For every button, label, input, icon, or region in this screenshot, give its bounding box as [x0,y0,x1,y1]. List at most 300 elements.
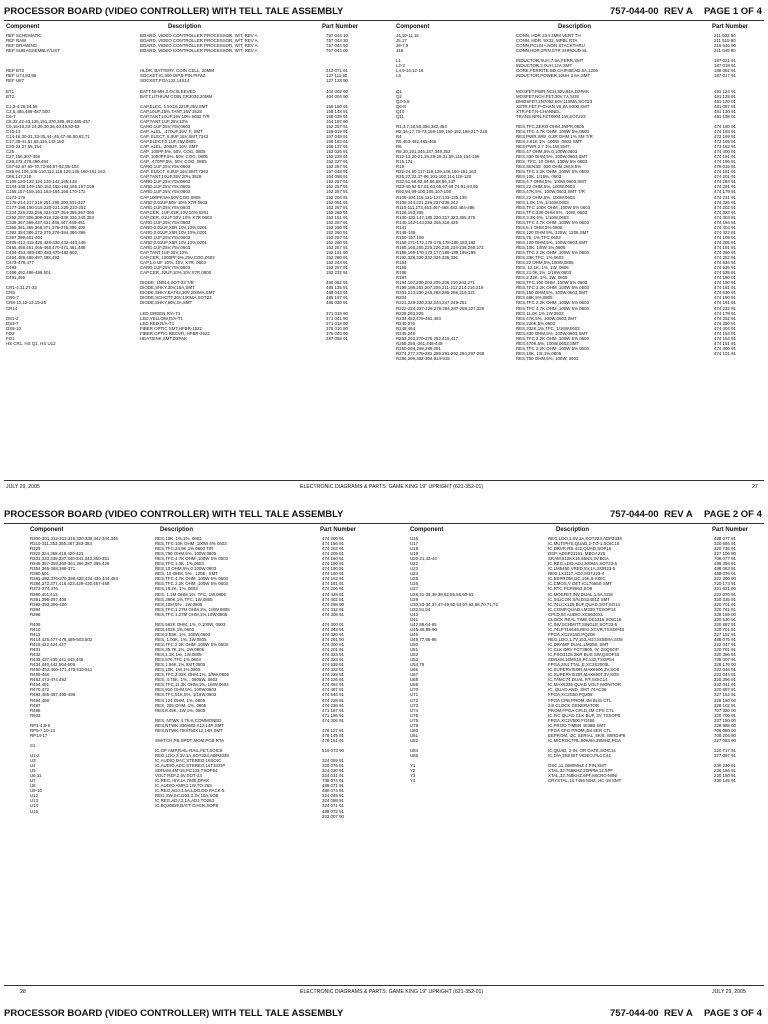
table-cell: 320 396 91 [714,677,736,683]
table-cell: 320 701 91 [714,601,736,607]
table-cell: 485 157 91 [326,295,348,301]
table-cell: U78 [410,722,419,728]
table-cell: REF SCHEMATIC [6,33,42,38]
table-cell: R464,491 [30,682,50,688]
table-cell: REF U74,83,86 [6,73,37,79]
table-cell: U6,11 [30,773,42,779]
table-cell: 474 201 91 [322,647,344,653]
table-cell: 320 076 91 [322,763,344,769]
table-cell: 474 253 91 [322,546,344,552]
table-cell: R331,333,335,337,340-341,343,350-351 [30,556,110,562]
table-cell: C2,5,485,486-487,500 [6,108,50,114]
table-cell: R168,169-170,173,177,186-189,195-199 [396,250,476,256]
table-cell: FPGA,3S4 TTAL,E,XC3S2000L [548,662,610,668]
table-cell: U30,33-34,37,47-49,52,53,57,63,68,70,71,72 [410,601,498,607]
table-cell: U42,88,64-65 [410,621,437,627]
table-cell: 404 004 90 [326,93,348,99]
table-cell: RES,TFC,100 OHM ,100W 5% 0603 [516,280,588,286]
table-cell: 211 515 90 [714,38,736,44]
table-cell: S1 [30,742,36,748]
table-cell: U28,31-36,38,39,52,55,56,60-61 [410,591,474,597]
table-cell: L4,9-10,12-16 [396,68,424,74]
table-cell: IC,MOSFET,INV,DUAL,1.5A,SO8 [548,591,613,597]
table-cell: 152 257 91 [326,204,348,210]
table-cell: SOCKET,PGA132,14X14 [140,78,190,84]
table-cell: 474 190 91 [714,275,736,281]
table-cell: C358,361,365,368,371,376-378,396,400 [6,224,86,230]
table-cell: 152 151 91 [326,214,348,220]
table-cell: 474 404 91 [714,224,736,230]
table-cell: RES,TFC 4.7K OHM ,100W 5% 0603 [516,305,589,311]
table-cell: 474 190 91 [714,295,736,301]
table-cell: R459-460 [30,672,50,678]
table-cell: CARD,1UF,25V,Y5V,0603 [140,244,191,250]
table-cell: IC,MUTIPHS,QUAD,2-TO-1,SOIC16 [548,541,620,547]
table-cell: 738 007 91 [714,657,736,663]
table-cell: 479 015 91 [714,164,736,170]
table-cell: R274,277,279-281,289,291-292,294,297-298 [396,350,485,356]
table-cell: 474 484 91 [322,682,344,688]
table-cell: Q6-8 [396,103,406,109]
table-cell: 481 124 91 [714,88,736,94]
table-cell: 324 098 91 [322,798,344,804]
page-header [4,6,764,20]
table-cell: U24 [410,571,419,577]
table-cell: U5 [30,768,36,774]
table-cell: U3 [30,758,36,764]
table-cell: 474 422 91 [714,229,736,235]
table-cell: RES,150 OHM,5%, 100W,0603,SMT [516,290,588,296]
table-cell: C155,157-159,161,163-164,168,170-172 [6,189,86,195]
table-cell: R32,51,58,62,64,66,68,96,137 [396,179,456,185]
table-cell: IC,74LCX125,BUF,QUAD,SOT,SO14 [548,601,620,607]
table-cell: 324 071 91 [322,803,344,809]
table-cell: RES,TFC 2.2K OHM ,100W 5% 0603 [155,581,228,587]
column-header-component: Component [30,527,64,533]
table-cell: 474 300 91 [322,641,344,647]
table-cell: CAP,10UF,25%,TANT,16V 3528 [140,108,202,114]
table-cell: REF BT2 [6,68,25,74]
table-cell: C339,367,369,437,431,446,447,449-451 [6,219,86,225]
table-cell: 474 156 91 [322,541,344,547]
table-cell: Q3-5,9 [396,98,410,104]
table-cell: RES,100 OHM,5%, 100W,0603,SMT [516,239,588,245]
table-cell: U15 [30,808,39,814]
table-cell: 471 187 91 [322,707,344,713]
table-cell: CR8-10,12-13,15-26 [6,300,47,306]
table-cell: RES,TFC,51K,5%, 1/16W,0603 [155,692,217,698]
table-cell: 152 280 91 [326,255,348,261]
table-cell: CONN,PC104+,NON STACKTHRU [516,43,585,49]
table-cell: RES,18.2K, 1%, 0603 [155,586,198,592]
table-cell: 152 257 91 [326,234,348,240]
table-cell: 152 244 91 [326,260,348,266]
table-cell: RES,124 OHM, 1%, 0805 [155,697,206,703]
table-cell: Y2 [410,768,416,774]
table-cell: IC,INV,SCHMITT,SINGLE,SOT23-5 [548,621,618,627]
table-cell: IC,REG,ADJ,3.1A,ADJ,TO263 [155,798,214,804]
table-cell: 474 101 91 [714,350,736,356]
table-cell: CR5 [6,290,15,296]
table-cell: 474 539 91 [322,662,344,668]
table-cell: RES,120 OHM 5%, 125W, 1206,SMT [516,229,589,235]
footer-page-number: 28 [20,989,26,995]
table-cell: R158,171-172,175-176,178-180,183,192 [396,239,476,245]
table-cell: OSC,11.2880MHZ 4 PIN,SMT [548,763,607,769]
page-title: PROCESSOR BOARD (VIDEO CONTROLLER) WITH TELL TALE ASSEMBLY [4,509,344,520]
table-cell: 187 021 91 [714,58,736,64]
right-component-column [410,536,550,783]
table-cell: CAP, ELECT, 6.8UF,16V,SMT,7343 [140,169,209,175]
table-cell: 230 230 91 [714,763,736,769]
table-cell: FPGA,XC2S150,PQ208 [548,631,595,637]
table-cell: C6-7 [6,113,16,119]
table-cell: RES,NTWK 330/680 X12,14R,SMT [155,722,225,728]
table-cell: RES, 205 OHM, 1%, 0805 [155,702,207,708]
column-header-part-number: Part Number [320,527,357,533]
table-cell: 488 063 91 [714,566,736,572]
table-cell: 371 041 90 [326,315,348,321]
right-part-number-column [714,536,764,783]
table-cell: 516 073 90 [322,747,344,753]
table-cell: R484,488 [30,697,50,703]
table-cell: U19 [410,551,419,557]
table-cell: SDRAM,16MX16,PC133,TSOP54 [548,657,615,663]
table-cell: R25,27,32,37-96,101-102,114,119-120 [396,174,472,180]
table-cell: 474 350 91 [714,320,736,326]
table-cell: 404 002 90 [326,88,348,94]
table-cell: 24I CLOCK GENERATOR [548,702,600,708]
table-cell: IC,MAX6335 QUAD VOLT MONITOR [548,682,621,688]
table-cell: 320 694 91 [714,541,736,547]
table-cell: 187 017 91 [714,73,736,79]
table-cell: 127 111 90 [326,73,348,79]
page-number: PAGE 1 OF 4 [704,6,762,17]
table-cell: IC,BQ2002F,BATT CHGR,SOP8 [155,803,219,809]
table-cell: 474 160 91 [714,123,736,129]
table-cell: R5,463-462,465-466 [396,138,437,144]
table-cell: 371 018 90 [326,320,348,326]
table-cell: RES, 4.75K, 1%, , 0805W, 0603 [155,677,218,683]
table-cell: HEATSINK,SMT,D2PAK [140,335,187,341]
table-cell: J6-7,9 [396,43,409,49]
table-cell: 474 312 91 [322,606,344,612]
table-cell: CAP,CER,.22UF,10%,10V,X7R,0805 [140,270,212,276]
table-cell: R106,144,221,226,237-236,242 [396,199,459,205]
table-cell: R150-157,159 [396,234,424,240]
table-cell: 230 156 91 [714,768,736,774]
table-cell: CAP,CER,.1UF,X5R,10V,10%,0201 [140,209,209,215]
table-cell: 320 735 91 [714,546,736,552]
table-cell: R128,153,305 [396,209,424,215]
left-part-number-column [322,536,372,819]
table-cell: RES,TFC,3.32K OHM,1%, 1/8W,0805 [155,672,229,678]
table-cell: 474 236 91 [322,702,344,708]
table-cell: 474 300 91 [322,621,344,627]
table-cell: U73 [410,702,419,708]
table-cell: 474 196 91 [714,159,736,165]
table-cell: C488,492,498-499,501 [6,270,51,276]
table-cell: CARD,1UF,25V,Y5V,0603 [140,204,191,210]
table-cell: R130-132,147,185,230,317,323,365,375 [396,214,476,220]
revision: REV A [664,509,693,520]
table-cell: R398 [30,611,41,617]
table-cell: RES,PWR,WW ,0.3R OHM 1% SM T/R [516,133,593,139]
table-cell: 371 019 90 [326,310,348,316]
table-cell: 213 071 91 [326,68,348,74]
table-cell: C405-412,415,425,428-430,432-440,448 [6,239,86,245]
header-rule [4,523,764,524]
table-cell: R228,293,325 [396,310,424,316]
table-cell: RES,4.7 OHM,5%, 100W,0603,SMT [516,179,587,185]
table-cell: CAP,1.0 UF 10%, 10V, X7R, 0603 [140,260,206,266]
table-cell: R373-374,376 [30,586,58,592]
table-cell: R258,259,-261,448-449 [396,340,443,346]
table-cell: CARD,0.01UF,50V 10% X7R 0603 [140,199,208,205]
table-cell: 152 257 91 [326,184,348,190]
table-cell: C483 [6,265,17,271]
table-cell: RES,TFC,1.27M OHM,1%, 1/8W,0805 [155,606,230,612]
table-cell: IC,PSO3125,2KR BUS SW,QSOP16 [548,652,620,658]
table-cell: RES,47 OHM,5%,0.100W,0603 [516,149,578,155]
table-cell: CAP, 1000PF,5%, 50V, COG, 0805 [140,154,208,160]
table-cell: 474 428 91 [322,591,344,597]
table-cell: 474 231 91 [714,194,736,200]
table-cell: 474 323 91 [322,652,344,658]
table-cell: RES,390K,1%,TFC, 1W,0805 [155,596,213,602]
table-cell: IC,AUDIO,ADC,STEREO,16TSSOP [155,763,226,769]
table-cell: C9,15-19,23-24,29,30,36,40,49,52-53 [6,123,80,129]
table-cell: R503 [30,712,41,718]
table-cell: C10-13 [6,128,21,134]
table-cell: DMOSFET,2N7002,60V,115MA,SOT23 [516,98,593,104]
table-cell: 327 106 90 [714,551,736,557]
table-cell: C25 [6,149,15,155]
table-cell: 474 190 91 [322,566,344,572]
table-cell: R325 [30,546,41,552]
table-cell: 327 152 91 [714,692,736,698]
table-cell: R187 [396,275,407,281]
table-cell: 322 300 90 [714,576,736,582]
table-cell: 127 128 90 [326,78,348,84]
table-cell: 488 076 91 [714,571,736,577]
table-cell: 481 138 91 [714,113,736,119]
table-cell: U8 [30,783,36,789]
table-cell: 474 154 91 [714,335,736,341]
table-cell: CAP, ALEL, 200UF, 16V, SMT [140,144,199,150]
table-cell: R253,263,270-276,282,415,417 [396,335,459,341]
table-cell: R433,437,439,441,443,445 [30,657,84,663]
table-cell: 156 019 91 [326,128,348,134]
table-cell: 474 193 91 [714,128,736,134]
table-cell: SDRAM,4M*16,PC133,TSOP54 [155,768,218,774]
table-cell: BT1 [6,88,15,94]
table-cell: 322 007 90 [322,813,344,819]
table-cell: REG,LX1117,ADJ,SOT223-4 [548,571,605,577]
table-cell: 474 308 91 [322,611,344,617]
table-cell: RES,TFC 2.2K OHM ,100W 5% 0603 [516,300,589,306]
table-cell: 480 074 91 [322,788,344,794]
table-cell: IC,DRAMP DUAL,LM358, SMT [548,641,609,647]
table-cell: RES,22 OHM,5%, 100W,0603 [516,184,575,190]
table-cell: RES,10K, 1W,1%,0805 [155,667,201,673]
left-description-column [155,536,315,809]
assembly-part-number: 757-044-00 [610,509,659,520]
table-cell: 474 151 91 [714,340,736,346]
table-cell: EEPROM, I2C SERIAL ,8K/8, WIRDIP8 [548,732,626,738]
assembly-part-number: 757-044-00 [610,6,659,17]
table-cell: SWITCH,PB,SPDT MOM,PCB RTA [155,737,225,743]
table-cell: 320 335 91 [714,596,736,602]
table-cell: 320 701 91 [714,647,736,653]
table-cell: 474 109 91 [714,234,736,240]
table-cell: 473 169 91 [714,133,736,139]
table-cell: 474 348 91 [322,626,344,632]
table-cell: R410 [30,626,41,632]
table-cell: XSTR,FET,P-CHAN,V6,8A,9300,SMT [516,103,590,109]
table-cell: RES,TFC 2.2K OHM ,100W 5% 0603 [516,345,589,351]
table-cell: IC,D/A,3S8 BIT VIDEO,PLCC44 [548,753,611,759]
table-cell: U32,51,54 [410,606,431,612]
table-cell: CARD,1UF,25V,Y5V,0603 [140,179,191,185]
table-cell: 474 190 91 [714,280,736,286]
table-cell: 152 257 91 [326,265,348,271]
table-cell: 485 030 91 [326,300,348,306]
table-cell: Y3 [410,773,416,779]
table-cell: 485 135 91 [326,285,348,291]
table-cell: RES, 12.1K, 1%, 1W, 0805 [516,265,569,271]
table-cell: CAP,CER,.1000PF,5%,25V,COG,0603 [140,255,215,261]
table-cell: 328 159 00 [714,611,736,617]
table-cell: RES, 1.00K, 1%, 1W,0805 [155,636,207,642]
table-cell: RES,68K,5%,0805 [516,295,553,301]
table-cell: 474 178 91 [714,310,736,316]
table-cell: U16 [410,536,419,541]
column-header-description: Description [556,527,590,533]
table-cell: R194,197,200,203,205,206,210,243,271 [396,280,475,286]
table-cell: RES,10K, 1/8,1%,0805 [516,350,562,356]
table-cell: R109-104,116,121-127,133-135,139 [396,194,467,200]
table-cell: 152 257 91 [326,189,348,195]
table-cell: IC,EEPROM,I2C,16K,8-SOIC [548,576,606,582]
table-cell: FO2 [6,330,15,336]
table-cell: R392-393,399-400 [30,601,67,607]
table-cell: R390,401,413 [30,591,58,597]
table-cell: IC,AUDIO,DAC,STEREO,16SOIC [155,758,222,764]
table-cell: U29 [410,596,419,602]
table-cell: 474 546 91 [322,692,344,698]
table-cell: IC, QUAD AND, SMT 74AC08 [548,687,607,693]
table-cell: U49,77,95-96 [410,636,437,642]
table-cell: RES, NTWK 4.7K-8,COMMONED [155,717,222,723]
table-cell: 187 018 91 [714,63,736,69]
table-cell: C86,147,218 [6,174,32,180]
table-cell: R198,199,202,207,209,211-212,214,216,219 [396,285,484,291]
table-cell: J4,10-11,16 [396,33,419,38]
table-cell: 328 102 91 [714,702,736,708]
table-cell: 474 206 91 [322,586,344,592]
page-header [4,509,764,523]
table-cell: C28,472,478,490,494 [6,159,49,165]
table-cell: CARD,1UF,25V,Y5V,0603 [140,184,191,190]
table-cell: U69 [410,682,419,688]
table-cell: BATT,LITHIUM COIN,CR2034,20MM [140,93,213,99]
table-cell: 474 228 91 [322,697,344,703]
table-cell: 320 701 91 [714,626,736,632]
table-cell: J5,17 [396,38,407,44]
table-cell: R141 [396,224,407,230]
table-cell: RES,332K,1%,TFC, 1/16W,0603 [516,325,580,331]
table-cell: U82 [410,737,419,743]
table-cell: DIODE,SHKY,30V,15A,SMT [140,285,195,291]
table-cell: R222-224,227-228,276,284,287-288,327,329 [396,305,485,311]
table-cell: R165,166,205,225,226,230,234-238,269,272 [396,244,484,250]
table-cell: RES,NTWK,750/750X12,14R,SMT [155,727,223,733]
table-cell: 474 191 91 [714,300,736,306]
table-cell: DSP, ADSP21161, MBGA225 [548,551,606,557]
table-cell: CPLD,64 AUDIO,XC9536XL [548,611,604,617]
table-cell: 474 291 90 [322,636,344,642]
table-cell: C20-22,37,55,154 [6,144,42,150]
table-cell: RES,TFC,330 OHM 5%, .10W, 0603 [516,209,588,215]
left-part-number-column [326,33,376,341]
table-cell: RES,TFC 10K OHM ,100W 5% 0603 [155,541,227,547]
table-cell: DIODE,SHKY,BAT42,30V,200MA,SMT [140,290,216,296]
table-cell: U70 [410,687,419,693]
table-cell: R245,248 [396,330,416,336]
left-component-column [30,536,150,814]
table-cell: 480 082 91 [326,280,348,286]
header-rule [4,20,764,21]
table-cell: RES,TFC 100K OHM ,100W 5% 0603 [516,204,591,210]
table-cell: R140,142-143,252,265,318,425 [396,219,459,225]
table-cell: R384,372,377,416,423,429-430,457-458 [30,581,110,587]
table-cell: R391,396-397,405 [30,596,67,602]
table-cell: U75 [410,712,419,718]
table-cell: R6 [396,144,402,150]
table-cell: FPGA,XC2V500,FG456 [548,717,595,723]
table-cell: REG,SW,SC1103,3.3V,10A,SO8 [155,793,219,799]
table-cell: 152 257 91 [326,219,348,225]
table-cell: 474 306 91 [322,717,344,723]
table-cell: U72 [410,697,419,703]
table-cell: R381-382,376-379,399,428,434,436,444,453 [30,576,118,582]
table-cell: REF RAW [6,38,27,44]
table-cell: R463,473-474,482 [30,677,67,683]
table-cell: U84 [410,747,419,753]
table-cell: 474 323 91 [714,209,736,215]
table-cell: RES,430 OHM,5%, 100W,0603,SMT [516,330,588,336]
table-cell: C14-16,30-31,33-35,44-,45,47-48,50,63,71 [6,133,90,139]
table-cell: 474 190 91 [322,561,344,567]
table-cell: RES,11.0K,1%,1W,0603 [516,310,564,316]
table-cell: RES,33K,TFC, 1%,0603 [516,255,564,261]
table-cell: FPGA,XC2S50,PQ208 [548,692,593,698]
table-cell: CARD,0.01UF,X5R,10V,10%,0201 [140,229,207,235]
table-cell: RES,470K,5%, 100W,0603,SMT [516,340,580,346]
table-cell: U40 [410,611,419,617]
table-cell: RES, 10 OHM, 5% , 1206 , SMT [155,571,218,577]
table-cell: U50 [410,641,419,647]
table-cell: 152 260 91 [326,224,348,230]
table-cell: REG,LDO,1.6V,1A,SOT223,ADP3338 [548,536,622,541]
table-cell: 474 300 91 [322,536,344,541]
table-cell: 474 191 91 [714,154,736,160]
table-cell: IC,CLK DRV FCT3805, IV, 2SQSOP [548,647,619,653]
table-cell: U85 [410,753,419,759]
table-cell: 473 165 91 [714,138,736,144]
table-cell: R322,324,368,418,420-421 [30,551,84,557]
